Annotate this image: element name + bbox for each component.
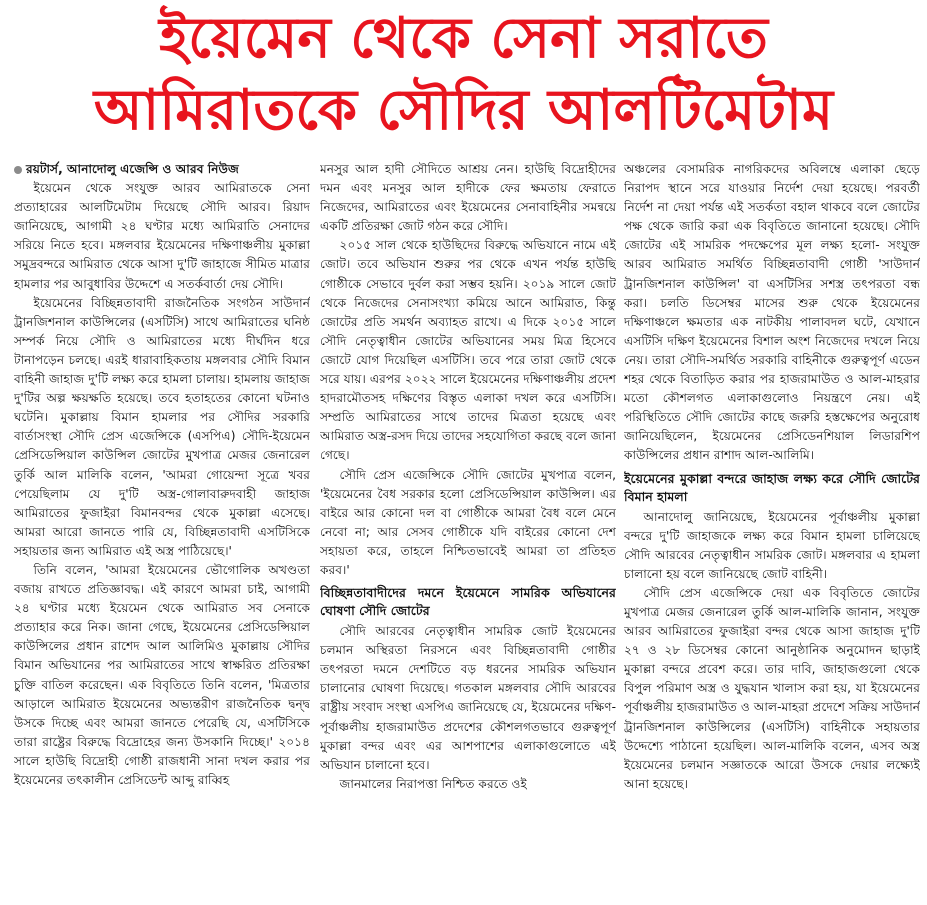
paragraph: ইয়েমেনের বিচ্ছিন্নতাবাদী রাজনৈতিক সংগঠন সাউদার্ন ট্রানজিশনাল কাউন্সিলের (এসটিসি) সাথে আমিরাতের ঘনিষ্ঠ সম্পর্ক নিয়ে সৌদি ও আমিরাতের মধ্যে দীর্ঘদিন ধরে টানাপড়েন চলছে। এরই ধারাবাহিকতায় মঙ্গলবার সৌদি বিমান বাহিনী জাহাজ দু'টি লক্ষ্য করে হামলা চালায়। হামলায় জাহাজ দু'টির অল্প ক্ষয়ক্ষতি হয়েছে। তবে হতাহতের কোনো ঘটনাও ঘটেনি। মুকাল্লায় বিমান হামলার পর সৌদির সরকারি বার্তাসংস্থা সৌদি প্রেস এজেন্সিকে (এসপিএ) সৌদি-ইয়েমেন প্রেসিডেন্সিয়াল কাউন্সিল জোটের মুখপাত্র মেজর জেনারেল তুর্কি আল মালিকি বলেন, 'আমরা গোয়েন্দা সূত্রে খবর পেয়েছিলাম যে দু'টি অস্ত্র-গোলাবারুদবাহী জাহাজ আমিরাতের ফুজাইরা বিমানবন্দর থেকে মুকাল্লা এসেছে। আমরা আরো জানতে পারি যে, বিচ্ছিন্নতাবাদী এসটিসিকে সহায়তার জন্য আমিরাত এই অস্ত্র পাঠিয়েছে।' xyxy=(14,295,310,558)
subheading: ইয়েমেনের মুকাল্লা বন্দরে জাহাজ লক্ষ্য করে সৌদি জোটের বিমান হামলা xyxy=(624,470,920,504)
paragraph: সৌদি আরবের নেতৃত্বাধীন সামরিক জোট ইয়েমেনের চলমান অস্থিরতা নিরসনে এবং বিচ্ছিন্নতাবাদী গোষ্ঠীর তৎপরতা দমনে দেশটিতে বড় ধরনের সামরিক অভিযান চালানোর ঘোষণা দিয়েছে। গতকাল মঙ্গলবার সৌদি আরবের রাষ্ট্রীয় সংবাদ সংস্থা এসপিএ জানিয়েছে যে, ইয়েমেনের দক্ষিণ-পূর্বাঞ্চলীয় হাজরামাউত প্রদেশের কৌশলগতভাবে গুরুত্বপূর্ণ মুকাল্লা বন্দর এবং এর আশপাশের এলাকাগুলোতে এই অভিযান চালানো হবে। xyxy=(320,624,616,772)
paragraph: ২০১৫ সাল থেকে হাউছিদের বিরুদ্ধে অভিযানে নামে এই জোট। তবে অভিযান শুরুর পর থেকে এখন পর্যন্ত হাউছি গোষ্ঠীকে সেভাবে দুর্বল করা সম্ভব হয়নি। ২০১৯ সালে জোট থেকে নিজেদের সেনাসংখ্যা কমিয়ে আনে আমিরাত, কিন্তু জোটের প্রতি সমর্থন অব্যাহত রাখে। এ দিকে ২০১৫ সালে সৌদি নেতৃত্বাধীন জোটের অভিযানের সময় মিত্র হিসেবে জোটে যোগ দিয়েছিল এসটিসি। তবে পরে তারা জোট থেকে সরে যায়। এরপর ২০২২ সালে ইয়েমেনের দক্ষিণাঞ্চলীয় প্রদেশ হাদরামৌতসহ দক্ষিণের বিস্তৃত এলাকা দখল করে এসটিসি। সম্প্রতি আমিরাতের সাথে তাদের মিত্রতা হয়েছে এবং আমিরাত অস্ত্র-রসদ দিয়ে তাদের সহযোগিতা করছে বলে জানা গেছে। xyxy=(320,238,616,463)
subheading: বিচ্ছিন্নতাবাদীদের দমনে ইয়েমেনে সামরিক অভিযানের ঘোষণা সৌদি জোটের xyxy=(320,585,616,619)
paragraph: ইয়েমেন থেকে সংযুক্ত আরব আমিরাতকে সেনা প্রত্যাহারের আলটিমেটাম দিয়েছে সৌদি আরব। রিয়াদ জানিয়েছে, আগামী ২৪ ঘণ্টার মধ্যে আমিরাতি সেনাদের সরিয়ে নিতে হবে। মঙ্গলবার ইয়েমেনের দক্ষিণাঞ্চলীয় মুকাল্লা সমুদ্রবন্দরে আমিরাত থেকে আসা দু'টি জাহাজে সীমিত মাত্রার হামলার পর আবুধাবির উদ্দেশে এ সতর্কবার্তা দেয় সৌদি। xyxy=(14,181,310,291)
article-body xyxy=(14,160,919,905)
bullet-icon xyxy=(14,166,22,174)
paragraph: সৌদি প্রেস এজেন্সিকে সৌদি জোটের মুখপাত্র বলেন, 'ইয়েমেনের বৈধ সরকার হলো প্রেসিডেন্সিয়াল কাউন্সিল। এর বাইরে আর কোনো দল বা গোষ্ঠীকে আমরা বৈধ বলে মেনে নেবো না; আর সেসব গোষ্ঠীকে যদি বাইরের কোনো দেশ সহায়তা করে, তাহলে নিশ্চিতভাবেই আমরা তা প্রতিহত করব।' xyxy=(320,467,616,577)
byline: রয়টার্স, আনাদোলু এজেন্সি ও আরব নিউজ xyxy=(14,160,310,179)
paragraph: আনাদোলু জানিয়েছে, ইয়েমেনের পূর্বাঞ্চলীয় মুকাল্লা বন্দরে দু'টি জাহাজকে লক্ষ্য করে বিমান হামলা চালিয়েছে সৌদি আরবের নেতৃত্বাধীন সামরিক জোট। মঙ্গলবার এ হামলা চালানো হয় বলে জানিয়েছে জোট বাহিনী। xyxy=(624,509,920,581)
paragraph: অঞ্চলের বেসামরিক নাগরিকদের অবিলম্বে এলাকা ছেড়ে নিরাপদ স্থানে সরে যাওয়ার নির্দেশ দেয়া হয়েছে। পরবর্তী নির্দেশ না দেয়া পর্যন্ত এই সতর্কতা বহাল থাকবে বলে জোটের পক্ষ থেকে জারি করা এক বিবৃতিতে জানানো হয়েছে। সৌদি জোটের এই সামরিক পদক্ষেপের মূল লক্ষ্য হলো- সংযুক্ত আরব আমিরাত সমর্থিত বিচ্ছিন্নতাবাদী গোষ্ঠী 'সাউদার্ন ট্রানজিশনাল কাউন্সিল' বা এসটিসির সশস্ত্র তৎপরতা বন্ধ করা। চলতি ডিসেম্বর মাসের শুরু থেকে ইয়েমেনের দক্ষিণাঞ্চলে ক্ষমতার এক নাটকীয় পালাবদল ঘটে, যেখানে এসটিসি দক্ষিণ ইয়েমেনের বিশাল অংশ নিজেদের দখলে নিয়ে নেয়। তারা সৌদি-সমর্থিত সরকারি বাহিনীকে গুরুত্বপূর্ণ এডেন শহর থেকে বিতাড়িত করার পর হাজরামাউত ও আল-মাহরার মতো কৌশলগত এলাকাগুলোও নিয়ন্ত্রণে নেয়। এই পরিস্থিতিতে সৌদি জোটের কাছে জরুরি হস্তক্ষেপের অনুরোধ জানিয়েছিলেন, ইয়েমেনের প্রেসিডেনশিয়াল লিডারশিপ কাউন্সিলের প্রধান রাশাদ আল-আলিমি। xyxy=(624,162,920,463)
column-2 xyxy=(320,160,616,905)
headline-line-1: ইয়েমেন থেকে সেনা সরাতে xyxy=(159,6,768,71)
paragraph: সৌদি প্রেস এজেন্সিকে দেয়া এক বিবৃতিতে জোটের মুখপাত্র মেজর জেনারেল তুর্কি আল-মালিকি জানান, সংযুক্ত আরব আমিরাতের ফুজাইরা বন্দর থেকে আসা জাহাজ দু'টি ২৭ ও ২৮ ডিসেম্বর কোনো আনুষ্ঠানিক অনুমোদন ছাড়াই মুকাল্লা বন্দরে প্রবেশ করে। তার দাবি, জাহাজগুলো থেকে বিপুল পরিমাণ অস্ত্র ও যুদ্ধযান খালাস করা হয়, যা ইয়েমেনের পূর্বাঞ্চলীয় হাজরামাউত ও আল-মাহরা প্রদেশে সক্রিয় সাউদার্ন ট্রানজিশনাল কাউন্সিলের (এসটিসি) বাহিনীকে সহায়তার উদ্দেশ্যে পাঠানো হয়েছিল। আল-মালিকি বলেন, এসব অস্ত্র ইয়েমেনের চলমান সজ্ঞাতকে আরো উসকে দেয়ার লক্ষ্যেই আনা হয়েছে। xyxy=(624,585,920,791)
headline-line-2: আমিরাতকে সৌদির আলটিমেটাম xyxy=(93,78,834,143)
paragraph: তিনি বলেন, 'আমরা ইয়েমেনের ভৌগোলিক অখণ্ডতা বজায় রাখতে প্রতিজ্ঞাবদ্ধ। এই কারণে আমরা চাই, আগামী ২৪ ঘণ্টার মধ্যে ইয়েমেন থেকে আমিরাত সব সেনাকে প্রত্যাহার করে নিক। জানা গেছে, ইয়েমেনের প্রেসিডেন্সিয়াল কাউন্সিলের প্রধান রাশেদ আল আলিমিও মুকাল্লায় সৌদির বিমান অভিযানের পর আমিরাতের সাথে স্বাক্ষরিত প্রতিরক্ষা চুক্তি বাতিল করেছেন। এক বিবৃতিতে তিনি বলেন, 'মিত্রতার আড়ালে আমিরাত ইয়েমেনের অভ্যন্তরীণ রাজনৈতিক দ্বন্দ্ব উসকে দিচ্ছে এবং আমরা জানতে পেরেছি যে, এসটিসিকে তারা রাষ্ট্রের বিরুদ্ধে বিদ্রোহের জন্য উসকানি দিচ্ছে।' ২০১৪ সালে হাউছি বিদ্রোহী গোষ্ঠী রাজধানী সানা দখল করার পর ইয়েমেনের তৎকালীন প্রেসিডেন্ট আব্দু রাব্বিহ xyxy=(14,562,310,787)
column-3 xyxy=(624,160,920,905)
paragraph: মনসুর আল হাদী সৌদিতে আশ্রয় নেন। হাউছি বিদ্রোহীদের দমন এবং মনসুর আল হাদীকে ফের ক্ষমতায় ফেরাতে নিজেদের, আমিরাতের এবং ইয়েমেনের সেনাবাহিনীর সমন্বয়ে একটি প্রতিরক্ষা জোট গঠন করে সৌদি। xyxy=(320,162,616,234)
column-1 xyxy=(14,160,310,905)
paragraph: জানমালের নিরাপত্তা নিশ্চিত করতে ওই xyxy=(339,776,527,791)
